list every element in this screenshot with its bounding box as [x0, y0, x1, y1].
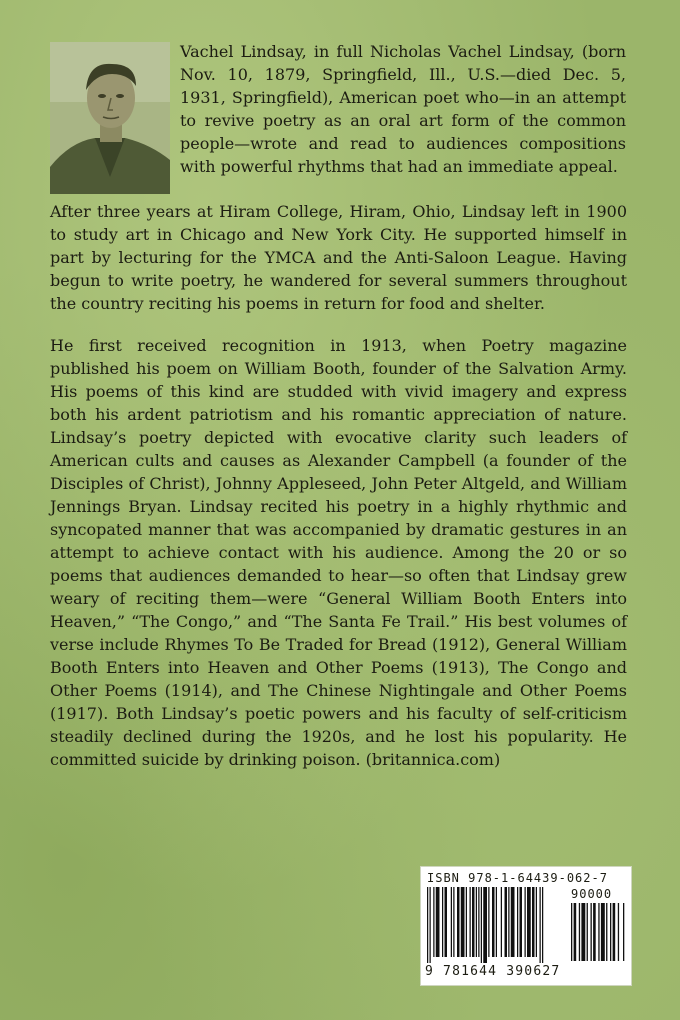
intro-paragraph: Vachel Lindsay, in full Nicholas Vachel Lindsay, (born Nov. 10, 1879, Springfield, Ill., U.S.—died Dec. 5, 1931, Springfield), American poet who—in an attempt to revive poetry as an oral art form of the common people—wrote and read to audiences compositions with powerful rhythms that had an immediate appeal.	[180, 42, 626, 176]
author-portrait-photo	[50, 42, 170, 194]
isbn-label: ISBN 978-1-64439-062-7	[427, 871, 608, 885]
ean-barcode-bars	[427, 887, 565, 965]
isbn-barcode	[420, 866, 632, 986]
career-paragraph: He first received recognition in 1913, when Poetry magazine published his poem on William Booth, founder of the Salvation Army. His poems of this kind are studded with vivid imagery and express both his ardent patriotism and his romantic appreciation of nature. Lindsay’s poetry depicted with evocative clarity such leaders of American cults and causes as Alexander Campbell (a founder of the Disciples of Christ), Johnny Appleseed, John Peter Altgeld, and William Jennings Bryan. Lindsay recited his poetry in a highly rhythmic and syncopated manner that was accompanied by dramatic gestures in an attempt to achieve contact with his audience. Among the 20 or so poems that audiences demanded to hear—so often that Lindsay grew weary of reciting them—were “General William Booth Enters into Heaven,” “The Congo,” and “The Santa Fe Trail.” His best volumes of verse include Rhymes To Be Traded for Bread (1912), General William Booth Enters into Heaven and Other Poems (1913), The Congo and Other Poems (1914), and The Chinese Nightingale and Other Poems (1917). Both Lindsay’s poetic powers and his faculty of self-criticism steadily declined during the 1920s, and he lost his popularity. He committed suicide by drinking poison. (britannica.com)	[50, 336, 627, 769]
education-paragraph: After three years at Hiram College, Hiram, Ohio, Lindsay left in 1900 to study art in Chicago and New York City. He supported himself in part by lecturing for the YMCA and the Anti-Saloon League. Having begun to write poetry, he wandered for several summers throughout the country reciting his poems in return for food and shelter.	[50, 202, 627, 313]
author-portrait-icon	[50, 42, 170, 194]
addon-barcode-bars	[571, 903, 625, 965]
barcode-addon-digits: 90000	[571, 887, 613, 901]
ean-digits: 9 781644 390627	[425, 964, 561, 979]
